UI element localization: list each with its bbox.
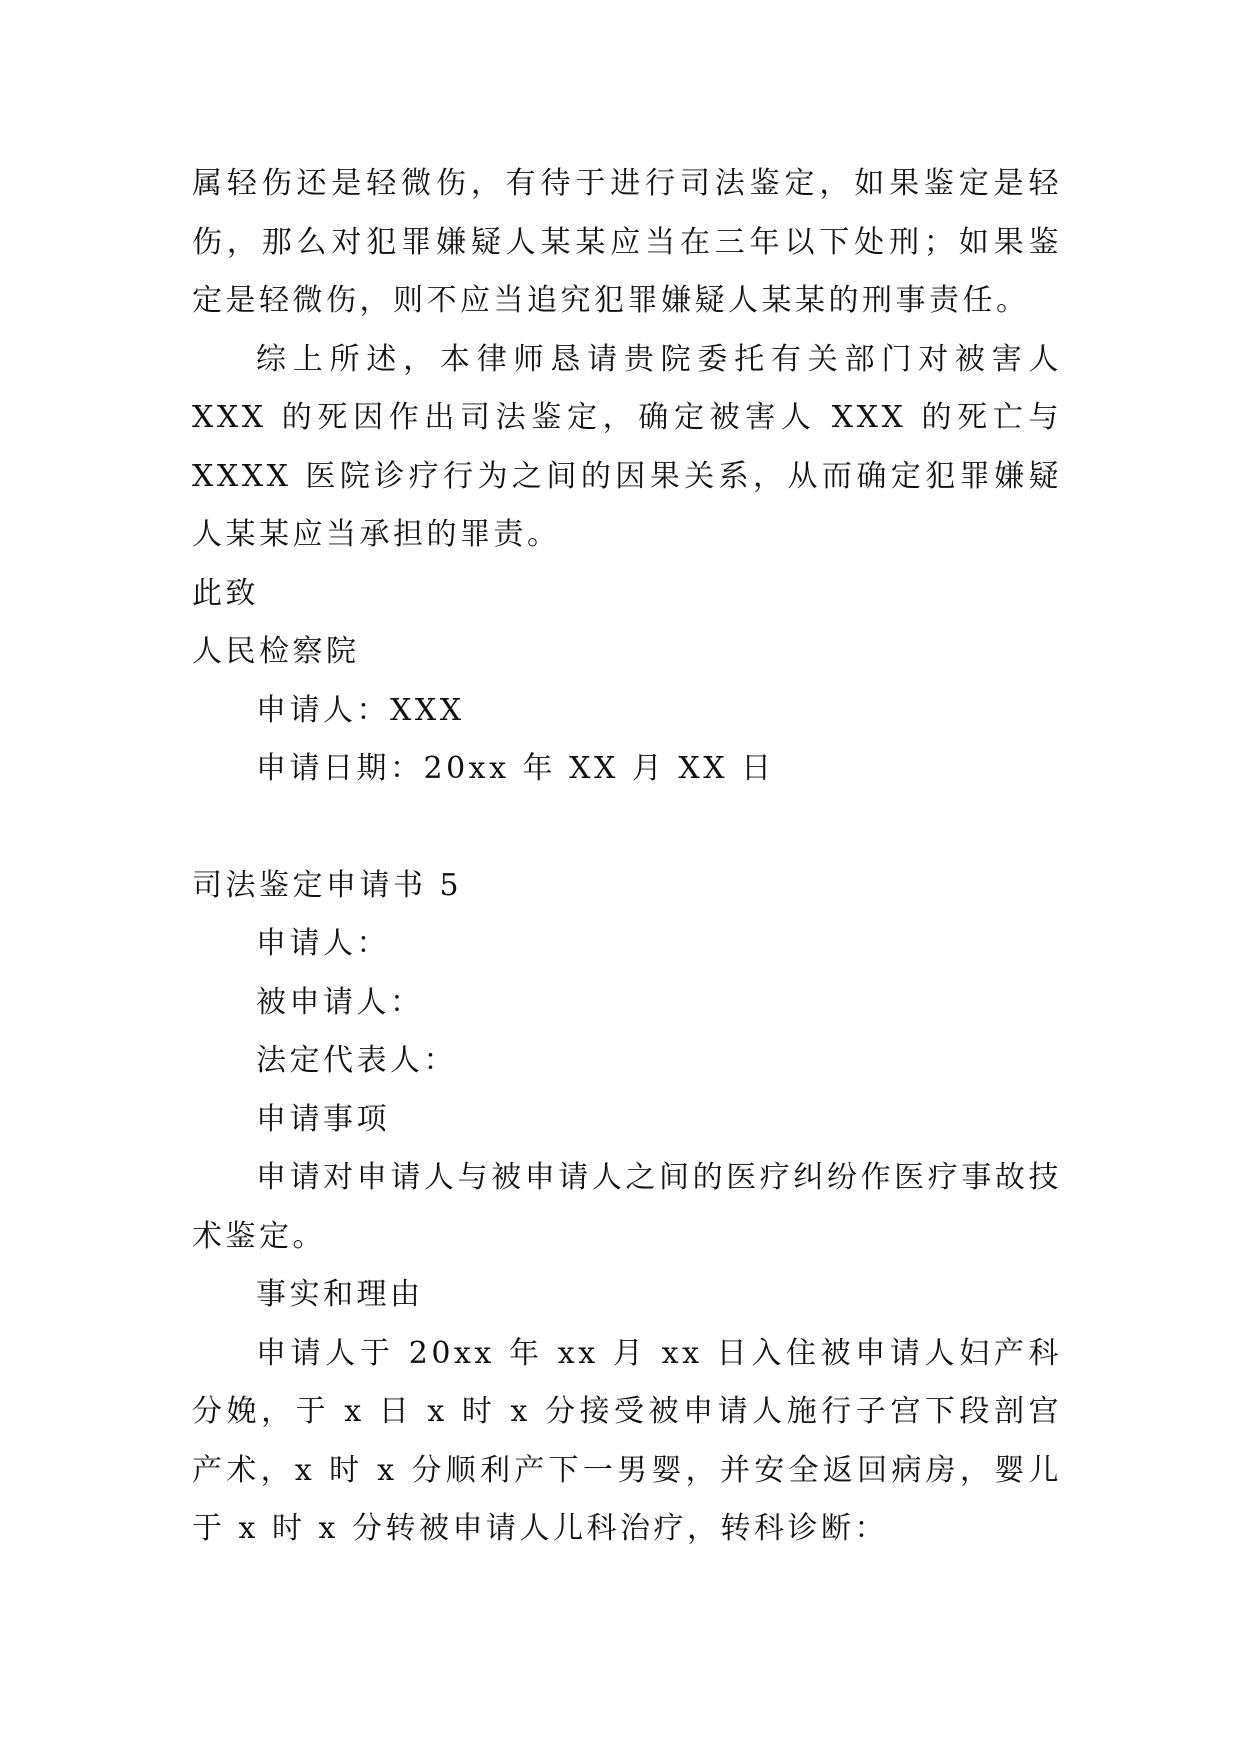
paragraph-application-request: 申请对申请人与被申请人之间的医疗纠纷作医疗事故技术鉴定。 [192,1160,1062,1254]
respondent-field: 被申请人： [256,984,424,1020]
heading-application-items: 申请事项 [256,1101,390,1137]
applicant-field: 申请人： [256,926,390,961]
paragraph-conclusion: 综上所述，本律师恳请贵院委托有关部门对被害人 XXX 的死因作出司法鉴定，确定被害人 XXX 的死亡与 XXXX 医院诊疗行为之间的因果关系，从而确定犯罪嫌疑人某某应当承担的罪责。 [192,341,1062,552]
section-gap [192,799,1062,857]
section-title: 司法鉴定申请书 5 [192,867,463,903]
legal-representative-field: 法定代表人： [256,1043,457,1078]
recipient: 人民检察院 [192,634,360,669]
document-body [192,155,1062,1559]
heading-facts-and-reasons: 事实和理由 [256,1277,424,1312]
application-date: 申请日期：20xx 年 XX 月 XX 日 [256,751,775,786]
salutation: 此致 [192,575,259,611]
applicant-line: 申请人：XXX [256,692,465,728]
paragraph-injury-assessment: 属轻伤还是轻微伤，有待于进行司法鉴定，如果鉴定是轻伤，那么对犯罪嫌疑人某某应当在三年以下处刑；如果鉴定是轻微伤，则不应当追究犯罪嫌疑人某某的刑事责任。 [192,166,1062,318]
paragraph-facts: 申请人于 20xx 年 xx 月 xx 日入住被申请人妇产科分娩，于 x 日 x 时 x 分接受被申请人施行子宫下段剖宫产术，x 时 x 分顺利产下一男婴，并安全返回病房，婴儿于 x 时 x 分转被申请人儿科治疗，转科诊断： [192,1335,1062,1546]
